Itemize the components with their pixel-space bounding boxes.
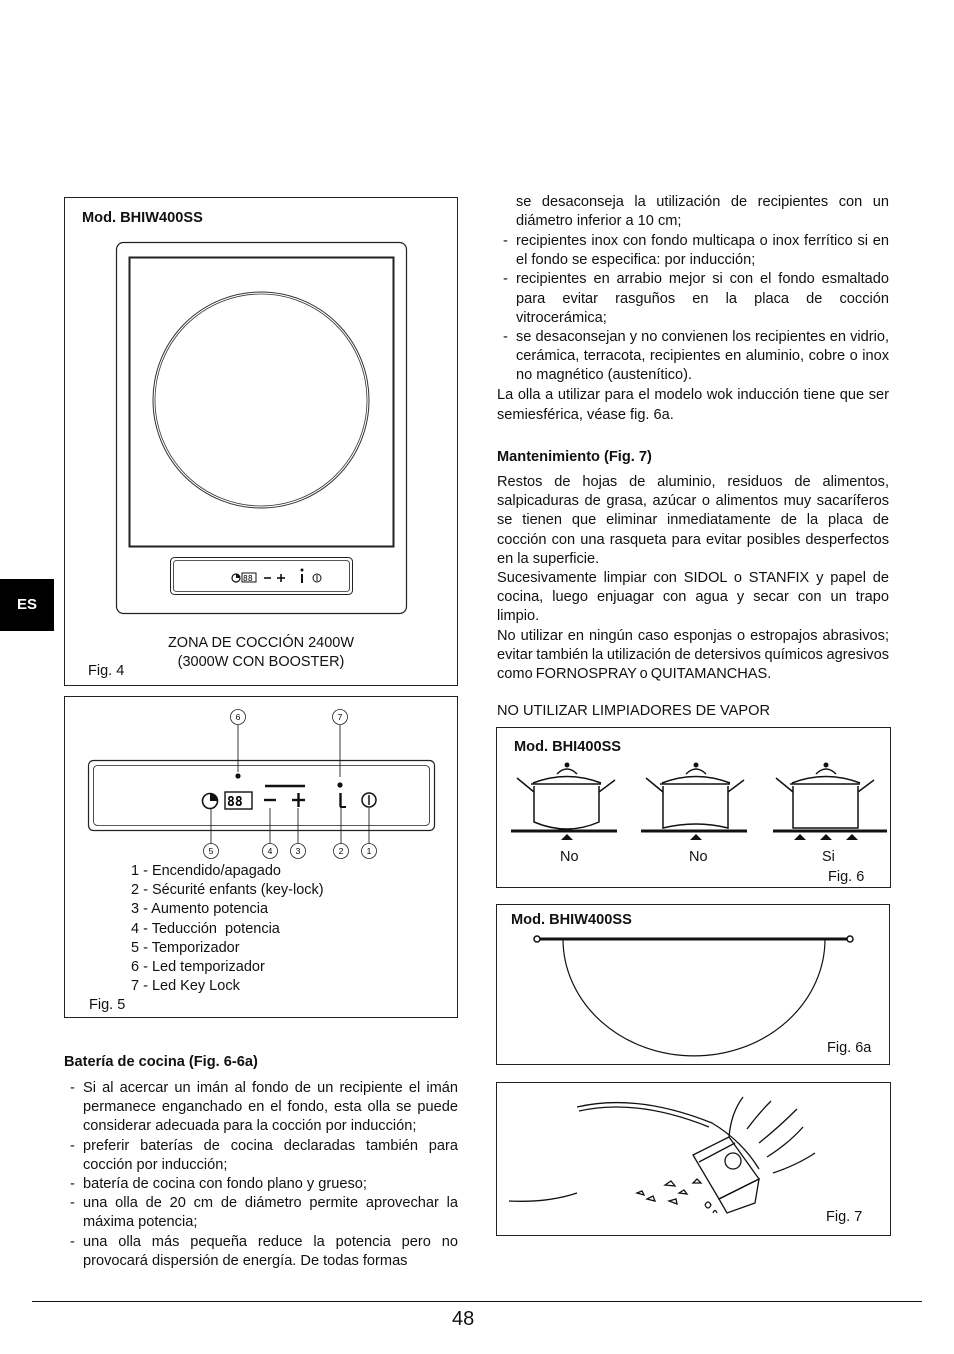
list-item: - Si al acercar un imán al fondo de un recipiente el imán permanece enganchado en el fondo, esta olla se puede considerar adecuada para la cocción por inducción; [64,1079,458,1137]
callout-6: 6 [235,712,241,722]
list-item: - preferir baterías de cocina declaradas también para cocción por inducción; [64,1137,458,1175]
wok-text: La olla a utilizar para el modelo wok inducción tiene que ser semiesférica, véase fig. 6a. [497,387,889,423]
legend-item: 7 - Led Key Lock [131,978,240,995]
fig4-zone-line1: ZONA DE COCCIÓN 2400W [167,635,355,651]
callout-4: 4 [267,846,273,856]
bateria-heading: Batería de cocina (Fig. 6-6a) [64,1054,258,1070]
callout-1: 1 [366,846,372,856]
pot-label-3: Si [822,849,835,865]
cooktop-illustration [65,198,459,687]
steam-warning: NO UTILIZAR LIMPIADORES DE VAPOR [497,703,771,719]
fig6-box [496,727,891,888]
callout-5: 5 [208,846,214,856]
paragraph: Restos de hojas de aluminio, residuos de alimentos, salpicaduras de grasa, azúcar o alimentos muy sacaríferos se tienen que eliminar inmediatamente de la placa de cocción con una rasqueta para evitar posibles desperfectos en la superficie. [497,474,889,567]
mantenimiento-heading: Mantenimiento (Fig. 7) [497,449,652,465]
callout-3: 3 [295,846,301,856]
page-number: 48 [452,1308,475,1330]
legend-item: 3 - Aumento potencia [131,901,269,918]
fig7-caption: Fig. 7 [826,1209,863,1225]
list-item: - recipientes en arrabio mejor si con el fondo esmaltado para evitar rasguños en la placa de cocción vitrocerámica; [497,270,889,328]
fig5-legend [131,862,324,996]
list-item: - batería de cocina con fondo plano y grueso; [64,1175,458,1194]
list-item: - se desaconsejan y no convienen los recipientes en vidrio, cerámica, terracota, recipientes en aluminio, cobre o inox no magnético (austenítico). [497,328,889,386]
fig7-box [496,1082,891,1236]
paragraph: Sucesivamente limpiar con SIDOL o STANFIX y papel de cocina, luego enjuagar con agua y secar con un trapo limpio. [497,570,889,625]
list-item: - una olla de 20 cm de diámetro permite aprovechar la máxima potencia; [64,1194,458,1232]
callout-2: 2 [338,846,344,856]
list-item: - una olla más pequeña reduce la potencia pero no provocará dispersión de energía. De todas formas [64,1233,458,1271]
fig6-caption: Fig. 6 [828,869,865,885]
callout-7: 7 [337,712,343,722]
fig6-model-label: Mod. BHI400SS [514,739,622,755]
legend-item: 2 - Sécurité enfants (key-lock) [131,882,324,899]
fig6a-model-label: Mod. BHIW400SS [511,912,632,928]
svg-text:88: 88 [227,795,243,810]
mantenimiento-text [497,473,889,684]
svg-text:88: 88 [243,574,253,583]
legend-item: 5 - Temporizador [131,939,240,956]
legend-item: 6 - Led temporizador [131,958,265,975]
legend-item: 1 - Encendido/apagado [131,863,281,879]
fig4-caption: Fig. 4 [88,663,125,679]
pot-label-2: No [689,849,708,865]
recipientes-list [497,232,889,386]
fig4-model-label: Mod. BHIW400SS [82,210,203,226]
fig5-box [64,696,458,1018]
legend-item: 4 - Teducción potencia [131,920,280,937]
footer-rule [32,1301,922,1302]
fig6a-caption: Fig. 6a [827,1040,872,1056]
fig4-zone-line2: (3000W CON BOOSTER) [177,654,345,670]
fig4-box [64,197,458,686]
bateria-list [64,1079,458,1271]
fig5-caption: Fig. 5 [89,997,126,1013]
paragraph: No utilizar en ningún caso esponjas o estropajos abrasivos; evitar también la utilización de detersivos químicos agresivos como FORNOSPRAY o QUITAMANCHAS. [497,627,889,683]
fig6a-box [496,904,890,1065]
pot-label-1: No [560,849,579,865]
continued-text: se desaconseja la utilización de recipientes con un diámetro inferior a 10 cm; [516,194,889,230]
language-tab: ES [0,579,54,631]
list-item: - recipientes inox con fondo multicapa o inox ferrítico si en el fondo se especifica: por inducción; [497,232,889,270]
